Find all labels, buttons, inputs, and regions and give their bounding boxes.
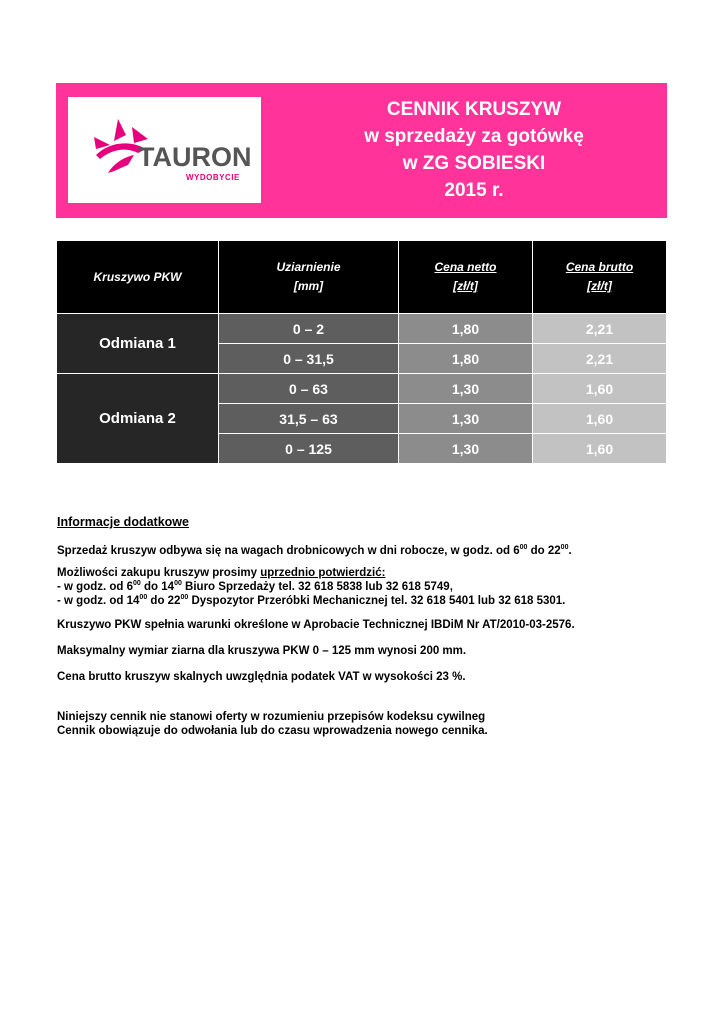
info-heading: Informacje dodatkowe — [57, 515, 189, 529]
title-line: w sprzedaży za gotówkę — [364, 126, 584, 147]
title-line: w ZG SOBIESKI — [402, 153, 546, 174]
net-price-cell: 1,80 — [399, 314, 533, 344]
title-line: 2015 r. — [444, 180, 504, 201]
page-title — [304, 96, 644, 204]
header-kind: Kruszywo PKW — [57, 241, 219, 314]
variant-name: Odmiana 2 — [57, 374, 219, 464]
info-sales-hours: Sprzedaż kruszyw odbywa się na wagach drobnicowych w dni robocze, w godz. od $6^{00}$ do $22^{00}$. — [57, 544, 572, 557]
grain-cell: 0 – 31,5 — [219, 344, 399, 374]
header-net-price: Cena netto [zł/t] — [399, 241, 533, 314]
table-row — [57, 314, 667, 344]
gross-price-cell: 2,21 — [533, 344, 667, 374]
grain-cell: 31,5 – 63 — [219, 404, 399, 434]
variant-name: Odmiana 1 — [57, 314, 219, 374]
net-price-cell: 1,80 — [399, 344, 533, 374]
net-price-cell: 1,30 — [399, 374, 533, 404]
info-confirm: Możliwości zakupu kruszyw prosimy uprzednio potwierdzić: — [57, 567, 386, 579]
logo-division-text: WYDOBYCIE — [186, 173, 240, 182]
header-gross-price: Cena brutto [zł/t] — [533, 241, 667, 314]
info-disclaimer: Niniejszy cennik nie stanowi oferty w rozumieniu przepisów kodeksu cywilneg — [57, 711, 486, 723]
gross-price-cell: 1,60 — [533, 434, 667, 464]
logo-brand-text: TAURON — [138, 142, 252, 172]
gross-price-cell: 1,60 — [533, 404, 667, 434]
header-grain: Uziarnienie [mm] — [219, 241, 399, 314]
gross-price-cell: 1,60 — [533, 374, 667, 404]
grain-cell: 0 – 125 — [219, 434, 399, 464]
grain-cell: 0 – 63 — [219, 374, 399, 404]
table-header-row — [57, 241, 667, 314]
info-sales-office: - w godz. od $6^{00}$ do $14^{00}$ Biuro Sprzedaży tel. 32 618 5838 lub 32 618 5749, — [57, 580, 453, 593]
info-approval: Kruszywo PKW spełnia warunki określone w Aprobacie Technicznej IBDiM Nr AT/2010-03-2576. — [57, 619, 575, 631]
info-dispatcher: - w godz. od $14^{00}$ do $22^{00}$ Dyspozytor Przeróbki Mechanicznej tel. 32 618 5401 lub 32 618 5301. — [57, 594, 566, 607]
table-row — [57, 374, 667, 404]
info-max-size: Maksymalny wymiar ziarna dla kruszywa PKW 0 – 125 mm wynosi 200 mm. — [57, 645, 467, 657]
header-banner — [56, 83, 667, 218]
info-vat: Cena brutto kruszyw skalnych uwzględnia podatek VAT w wysokości 23 %. — [57, 671, 466, 683]
net-price-cell: 1,30 — [399, 404, 533, 434]
gross-price-cell: 2,21 — [533, 314, 667, 344]
price-table — [56, 240, 667, 464]
net-price-cell: 1,30 — [399, 434, 533, 464]
company-logo — [68, 97, 261, 203]
additional-info — [57, 515, 677, 737]
title-line: CENNIK KRUSZYW — [386, 99, 562, 120]
grain-cell: 0 – 2 — [219, 314, 399, 344]
info-validity: Cennik obowiązuje do odwołania lub do czasu wprowadzenia nowego cennika. — [57, 725, 488, 737]
